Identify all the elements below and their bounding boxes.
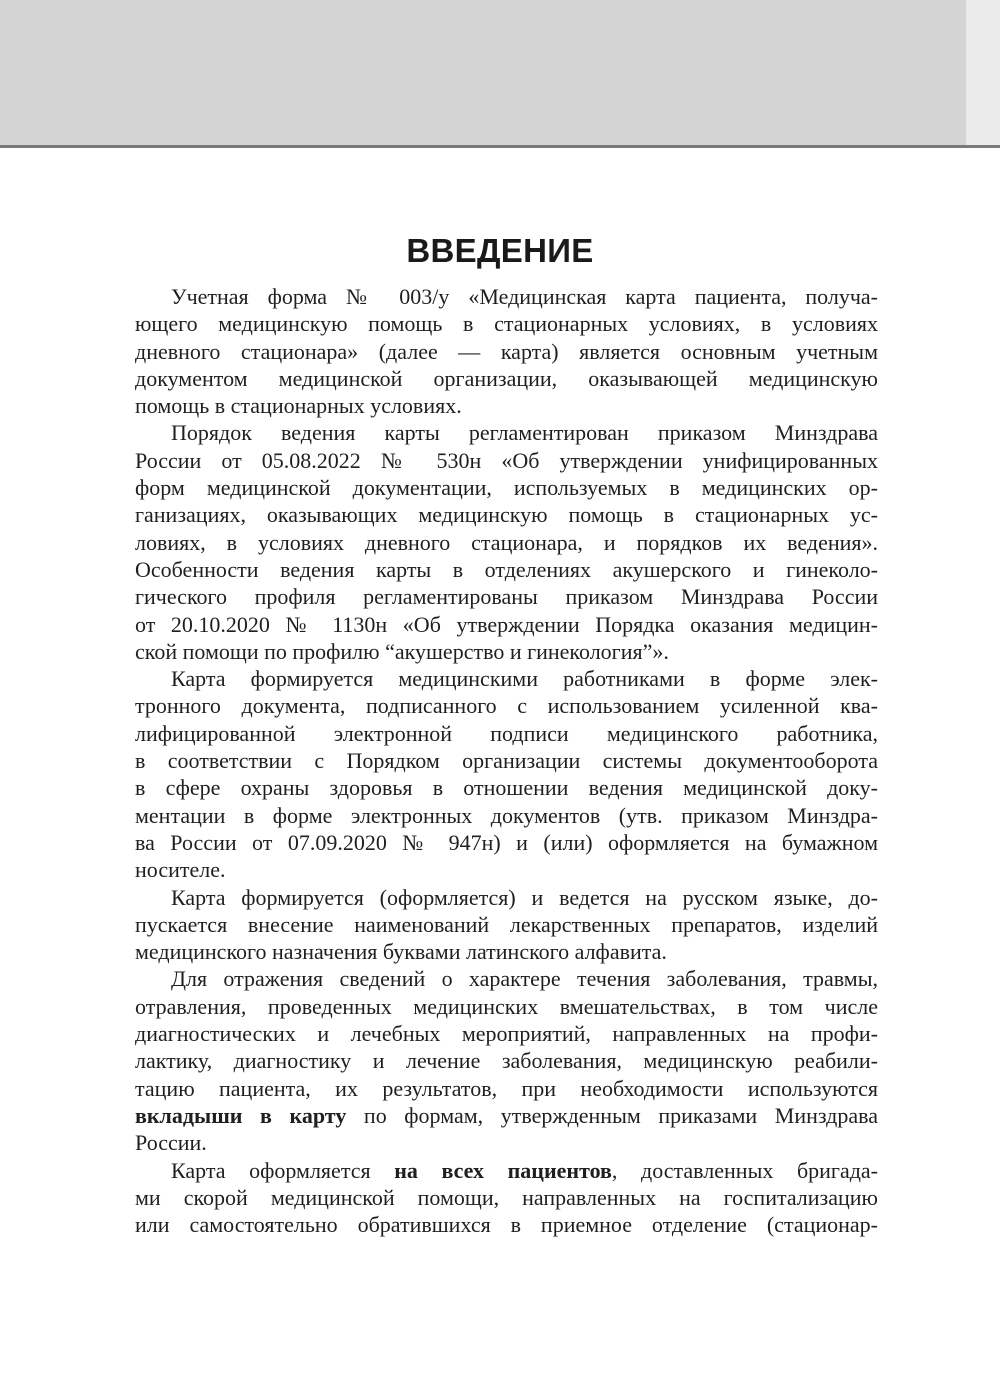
text-line: ми скорой медицинской помощи, направленных на госпитализацию: [135, 1184, 878, 1210]
text-line: Порядок ведения карты регламентирован приказом Минздрава: [171, 420, 878, 446]
bold-term: на всех пациентов: [394, 1157, 612, 1183]
text-line: от 20.10.2020 № 1130н «Об утверждении Порядка оказания медицин-: [135, 611, 878, 637]
text-line: или самостоятельно обратившихся в приемное отделение (стационар-: [135, 1212, 878, 1238]
text-line: Карта формируется медицинскими работниками в форме элек-: [171, 666, 878, 692]
text-fragment: Карта оформляется: [171, 1157, 371, 1183]
text-line: ловиях, в условиях дневного стационара, и порядков их ведения».: [135, 529, 878, 555]
header-band: [0, 0, 966, 146]
text-line: Для отражения сведений о характере течения заболевания, травмы,: [171, 966, 878, 992]
text-line: тацию пациента, их результатов, при необходимости используются: [135, 1075, 878, 1101]
text-line: ющего медицинскую помощь в стационарных условиях, в условиях: [135, 311, 878, 337]
text-line: пускается внесение наименований лекарственных препаратов, изделий: [135, 911, 878, 937]
text-line: Учетная форма № 003/у «Медицинская карта пациента, получа-: [171, 284, 878, 309]
text-line: помощь в стационарных условиях.: [135, 393, 462, 419]
header-edge: [966, 0, 1000, 146]
text-line: форм медицинской документации, используемых в медицинских ор-: [135, 475, 878, 501]
text-line: дневного стационара» (далее — карта) является основным учетным: [135, 338, 878, 364]
text-line: Карта формируется (оформляется) и ведется на русском языке, до-: [171, 884, 878, 910]
text-fragment: по формам, утвержденным приказами Минздрава: [346, 1102, 879, 1128]
text-line: ганизациях, оказывающих медицинскую помощь в стационарных ус-: [135, 502, 878, 528]
text-line: ментации в форме электронных документов (утв. приказом Минздра-: [135, 802, 878, 828]
text-line: лифицированной электронной подписи медицинского работника,: [135, 720, 878, 746]
text-line: диагностических и лечебных мероприятий, направленных на профи-: [135, 1021, 878, 1047]
text-line: в сфере охраны здоровья в отношении ведения медицинской доку-: [135, 775, 878, 801]
text-line: тронного документа, подписанного с использованием усиленной ква-: [135, 693, 878, 719]
text-line: ва России от 07.09.2020 № 947н) и (или) оформляется на бумажном: [135, 829, 878, 855]
text-line: Особенности ведения карты в отделениях акушерского и гинеколо-: [135, 556, 878, 582]
text-line: носителе.: [135, 857, 226, 883]
body-text: [135, 283, 878, 1238]
text-line: документом медицинской организации, оказывающей медицинскую: [135, 365, 878, 391]
text-line: России от 05.08.2022 № 530н «Об утверждении унифицированных: [135, 447, 878, 473]
page-title: ВВЕДЕНИЕ: [406, 232, 594, 269]
text-line: в соответствии с Порядком организации системы документооборота: [135, 748, 878, 774]
header-rule: [0, 145, 1000, 148]
bold-term: вкладыши в карту: [135, 1102, 347, 1128]
text-line: гического профиля регламентированы приказом Минздрава России: [135, 584, 878, 610]
text-fragment: доставленных бригада-: [641, 1157, 878, 1183]
text-line: лактику, диагностику и лечение заболевания, медицинскую реабили-: [135, 1048, 878, 1074]
text-line: России.: [135, 1130, 207, 1156]
text-line: Карта оформляется на всех пациентов, доставленных бригада-: [171, 1157, 878, 1183]
text-line: ской помощи по профилю “акушерство и гинекология”».: [135, 638, 669, 664]
text-line: медицинского назначения буквами латинского алфавита.: [135, 939, 667, 965]
text-line: отравления, проведенных медицинских вмешательствах, в том числе: [135, 993, 878, 1019]
text-line: [135, 1102, 878, 1129]
